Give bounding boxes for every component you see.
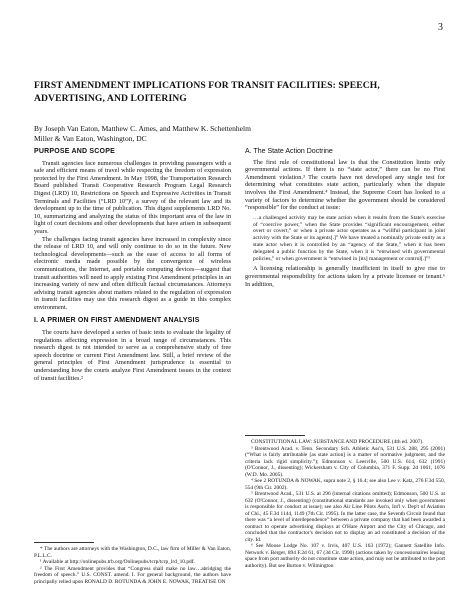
paragraph: The challenges facing transit agencies have increased in complexity since the release of LRD 10, and will only continue to do so in the future. New technological developments—such as the ease of access to all forms of electronic media made possible by the convergence of wireless communications, the Internet, and portable computing devices—suggest that transit authorities will need to apply existing First Amendment principles in an increasing variety of new and often difficult factual circumstances. Attorneys advising transit agencies about matters related to the regulation of expression in transit facilities may use this research digest as a guide in this complex environment. bbox=[34, 235, 231, 311]
article-title: FIRST AMENDMENT IMPLICATIONS FOR TRANSIT FACILITIES: SPEECH, ADVERTISING, AND LOITERING bbox=[34, 80, 380, 104]
section-heading-primer: I. A PRIMER ON FIRST AMENDMENT ANALYSIS bbox=[34, 317, 200, 325]
authors: By Joseph Van Eaton, Matthew C. Ames, and Matthew K. Schettenhelm bbox=[34, 124, 251, 133]
paragraph: A licensing relationship is generally insufficient in itself to give rise to governmental responsibility for actions taken by a private licensee or tenant.⁶ In addition, bbox=[245, 265, 445, 288]
section-heading-purpose: PURPOSE AND SCOPE bbox=[34, 148, 115, 155]
footnote-divider bbox=[245, 435, 305, 436]
footnote-5: ⁵ Brentwood Acad., 531 U.S. at 296 (internal citations omitted); Edmonson, 500 U.S. at 632 (O'Connor, J., dissenting) (constitutional standards are invoked only when government is responsible for conduct at issue); see also Air Line Pilots Ass'n, Int'l v. Dep't of Aviation of Chi., 45 F.3d 1144, 1149 (7th Cir. 1995). In the latter case, the Seventh Circuit found that there was “a level of interdependence” between a private company that had been awarded a contract to operate advertising displays at O'Hare Airport and the City of Chicago, and concluded that the contractor's decision not to display an ad constituted a decision of the city. Id. bbox=[245, 491, 445, 543]
paragraph: The courts have developed a series of basic tests to evaluate the legality of regulations affecting expression in a broad range of circumstances. This research digest is not intended to serve as a comprehensive study of free speech doctrine or current First Amendment law. Still, a brief review of the general principles of First Amendment jurisprudence is essential to understanding how the courts analyze First Amendment issues in the context of transit facilities.² bbox=[34, 329, 231, 382]
left-footnotes bbox=[34, 537, 231, 585]
footnote-3: ³ Brentwood Acad. v. Tenn. Secondary Sch. Athletic Ass'n, 531 U.S. 288, 295 (2001) (“What is fairly attributable [as state action] is a matter of normative judgment, and the criteria lack rigid simplicity.”); Edmonson v. Leesville, 500 U.S. 614, 632 (1991) (O'Connor, J., dissenting); Wickersham v. City of Columbia, 371 F. Supp. 2d 1061, 1076 (W.D. Mo. 2005). bbox=[245, 445, 445, 478]
footnote-2: ² The First Amendment provides that “Congress shall make no law…abridging the freedom of speech.” U.S. CONST. amend. I. For general background, the authors have principally relied upon RONALD D. ROTUNDA & JOHN E. NOWAK, TREATISE ON bbox=[34, 565, 231, 585]
block-quote: …a challenged activity may be state action when it results from the State's exercise of “coercive power,” when the State provides “significant encouragement, either overt or covert,” or when a private actor operates as a “willful participant in joint activity with the State or its agents[.]” We have treated a nominally private entity as a state actor when it is controlled by an “agency of the State,” when it has been delegated a public function by the State, when it is “entwined with governmental policies,” or when government is “entwined in [its] management or control[.]”⁵ bbox=[253, 214, 445, 262]
paragraph: The first rule of constitutional law is that the Constitution limits only governmental actions. If there is no “state actor,” there can be no First Amendment violation.³ The courts have not developed any single test for determining what constitutes state action, particularly when the dispute involves the First Amendment.⁴ Instead, the Supreme Court has looked to a variety of factors to determine whether the government should be considered “responsible” for the conduct at issue: bbox=[245, 158, 445, 212]
footnote-4: ⁴ See 2 ROTUNDA & NOWAK, supra note 2, § 16.4; see also Lee v. Katz, 276 F.3d 550, 554 (9th Cir. 2002). bbox=[245, 478, 445, 491]
byline bbox=[34, 124, 444, 144]
right-column bbox=[245, 148, 445, 288]
footnote-divider bbox=[34, 542, 94, 543]
paragraph: Transit agencies face numerous challenges in providing passengers with a safe and efficient means of travel while respecting the freedom of expression protected by the First Amendment. In May 1998, the Transportation Research Board published Transit Cooperative Research Program Legal Research Digest (LRD) 10, Restrictions on Speech and Expressive Activities in Transit Terminals and Facilities (“LRD 10”)¹, a survey of the relevant law and its development up to the time of publication. This digest supplements LRD No. 10, summarizing and analyzing the status of this important area of the law in light of court decisions and other developments that have arisen in subsequent years. bbox=[34, 159, 231, 235]
footnote-1: ¹ Available at http://onlinepubs.trb.org/Onlinepubs/tcrp/tcrp_lrd_10.pdf. bbox=[40, 559, 195, 565]
affiliation: Miller & Van Eaton, Washington, DC bbox=[34, 134, 147, 143]
footnote-continued: CONSTITUTIONAL LAW: SUBSTANCE AND PROCEDURE (4th ed. 2007). bbox=[251, 439, 424, 445]
subsection-heading-state-action: A. The State Action Doctrine bbox=[245, 148, 333, 155]
right-footnotes bbox=[245, 430, 445, 569]
page-number: 3 bbox=[438, 22, 443, 33]
left-column bbox=[34, 148, 231, 382]
footnote-star: * The authors are attorneys with the Washington, D.C., law firm of Miller & Van Eaton, P.L.L.C. bbox=[34, 546, 231, 559]
footnote-6: ⁶ See Moose Lodge No. 107 v. Irvis, 407 U.S. 163 (1972); Gannett Satellite Info. Network v. Berger, 894 F.2d 61, 67 (3d Cir. 1990) (actions taken by concessionaires leasing space from port authority do not constitute state action, and may not be attributed to the port authority). But see Burton v. Wilmington bbox=[245, 543, 445, 569]
